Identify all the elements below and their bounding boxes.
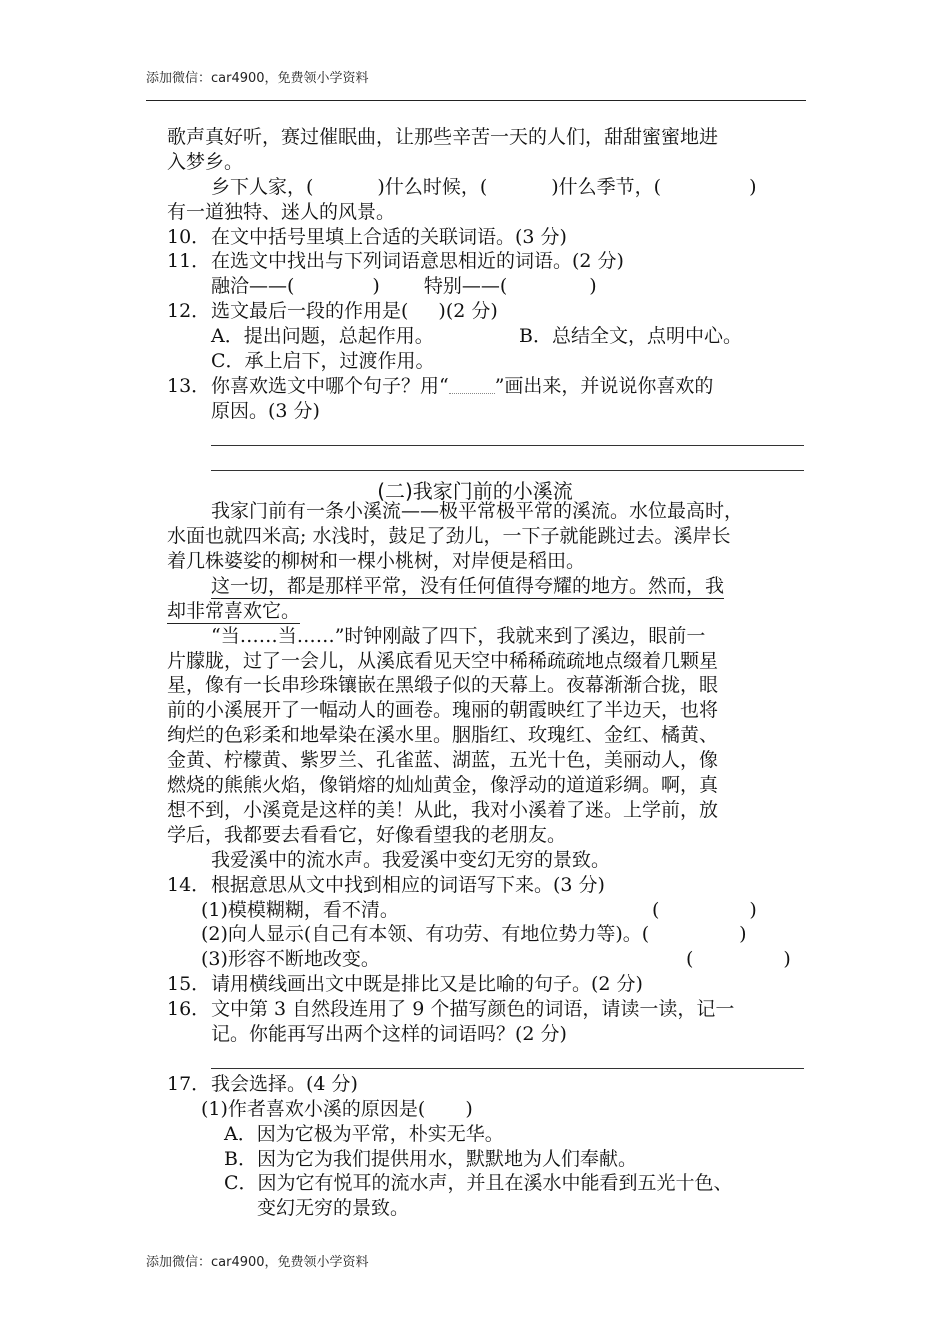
question-number: 13． xyxy=(167,375,211,397)
question-text-a: 你喜欢选文中哪个句子？用“ xyxy=(211,375,449,397)
question-13 xyxy=(167,374,713,398)
question-17 xyxy=(167,1072,358,1096)
passage2-p3-line4: 前的小溪展开了一幅动人的画卷。瑰丽的朝霞映红了半边天，也将 xyxy=(167,699,719,721)
page-footer: 添加微信：car4900，免费领小学资料 xyxy=(146,1255,369,1270)
passage2-p3-line7: 燃烧的熊熊火焰，像销熔的灿灿黄金，像浮动的道道彩绸。啊，真 xyxy=(167,774,719,796)
fill-text-c: )什么季节，( xyxy=(551,176,662,198)
q17-sub1: (1)作者喜欢小溪的原因是( ) xyxy=(201,1098,473,1120)
fill-text-b: )什么时候，( xyxy=(377,176,488,198)
question-number: 17． xyxy=(167,1073,211,1095)
question-number: 12． xyxy=(167,300,211,322)
question-text: 选文最后一段的作用是( xyxy=(211,300,409,322)
question-text-end: )(2 分) xyxy=(438,300,498,322)
question-14 xyxy=(167,873,605,897)
passage1-line3 xyxy=(211,175,757,199)
option-C[interactable]: C．承上启下，过渡作用。 xyxy=(211,350,435,372)
question-text: 我会选择。(4 分) xyxy=(211,1073,358,1095)
answer-line[interactable] xyxy=(211,1068,804,1069)
q14-sub2: (2)向人显示(自己有本领、有功劳、有地位势力等)。( ) xyxy=(201,923,747,945)
underlined-text: 却非常喜欢它。 xyxy=(167,600,301,622)
passage1-line4: 有一道独特、迷人的风景。 xyxy=(167,201,396,223)
question-number: 14． xyxy=(167,874,211,896)
q14-sub1-blank[interactable]: ( ) xyxy=(652,899,757,921)
passage2-p1-line3: 着几株婆娑的柳树和一棵小桃树，对岸便是稻田。 xyxy=(167,550,586,572)
question-number: 16． xyxy=(167,998,211,1020)
passage2-p3-line2: 片朦胧，过了一会儿，从溪底看见天空中稀稀疏疏地点缀着几颗星 xyxy=(167,650,719,672)
passage2-p3-line1: “当……当……”时钟刚敲了四下，我就来到了溪边，眼前一 xyxy=(211,625,706,647)
answer-line[interactable] xyxy=(211,445,804,446)
question-16 xyxy=(167,997,734,1021)
section-title: (二)我家门前的小溪流 xyxy=(377,479,573,503)
passage1-line2: 入梦乡。 xyxy=(167,151,244,173)
q17-option-B[interactable]: B．因为它为我们提供用水，默默地为人们奉献。 xyxy=(224,1148,637,1170)
question-text: 请用横线画出文中既是排比又是比喻的句子。(2 分) xyxy=(211,973,643,995)
question-16-line2: 记。你能再写出两个这样的词语吗？(2 分) xyxy=(211,1023,567,1045)
q14-sub1: (1)模模糊糊，看不清。 xyxy=(201,899,399,921)
passage2-p2-line1 xyxy=(211,574,724,598)
question-number: 11． xyxy=(167,250,211,272)
passage2-p3-line3: 星，像有一长串珍珠镶嵌在黑缎子似的天幕上。夜幕渐渐合拢，眼 xyxy=(167,674,719,696)
passage2-p4: 我爱溪中的流水声。我爱溪中变幻无穷的景致。 xyxy=(211,849,611,871)
question-11-blanks xyxy=(211,274,597,298)
word-b-close: ) xyxy=(589,275,597,297)
option-A[interactable]: A．提出问题，总起作用。 xyxy=(211,325,434,347)
word-b: 特别——( xyxy=(423,275,508,297)
question-number: 10． xyxy=(167,226,211,248)
passage1-line1: 歌声真好听，赛过催眠曲，让那些辛苦一天的人们，甜甜蜜蜜地进 xyxy=(167,126,719,148)
q14-sub3: (3)形容不断地改变。 xyxy=(201,948,380,970)
header-rule xyxy=(146,100,806,101)
question-text: 在文中括号里填上合适的关联词语。(3 分) xyxy=(211,226,567,248)
passage2-p2-line2 xyxy=(167,599,300,623)
page-header: 添加微信：car4900，免费领小学资料 xyxy=(146,71,369,86)
question-11 xyxy=(167,249,624,273)
question-10 xyxy=(167,225,567,249)
underlined-text: 这一切，都是那样平常，没有任何值得夸耀的地方。然而，我 xyxy=(211,575,725,597)
wavy-line-icon xyxy=(449,379,495,394)
passage2-p3-line9: 学后，我都要去看看它，好像看望我的老朋友。 xyxy=(167,824,567,846)
passage2-p1-line1: 我家门前有一条小溪流——极平常极平常的溪流。水位最高时， xyxy=(211,500,744,522)
word-a: 融洽——( xyxy=(211,275,295,297)
fill-text-d: ) xyxy=(749,176,757,198)
passage2-p1-line2: 水面也就四米高; 水浅时，鼓足了劲儿，一下子就能跳过去。溪岸长 xyxy=(167,525,731,547)
question-text: 在选文中找出与下列词语意思相近的词语。(2 分) xyxy=(211,250,624,272)
q17-option-C-line2: 变幻无穷的景致。 xyxy=(257,1197,410,1219)
question-12 xyxy=(167,299,498,323)
question-15 xyxy=(167,972,643,996)
passage2-p3-line8: 想不到，小溪竟是这样的美！从此，我对小溪着了迷。上学前，放 xyxy=(167,799,719,821)
fill-text-a: 乡下人家，( xyxy=(211,176,314,198)
word-a-close: ) xyxy=(372,275,380,297)
answer-line[interactable] xyxy=(211,470,804,471)
question-text: 文中第 3 自然段连用了 9 个描写颜色的词语，请读一读，记一 xyxy=(211,998,735,1020)
q17-option-A[interactable]: A．因为它极为平常，朴实无华。 xyxy=(224,1123,504,1145)
question-text-b: ”画出来，并说说你喜欢的 xyxy=(494,375,714,397)
question-text: 根据意思从文中找到相应的词语写下来。(3 分) xyxy=(211,874,605,896)
option-B[interactable]: B．总结全文，点明中心。 xyxy=(519,325,742,347)
passage2-p3-line6: 金黄、柠檬黄、紫罗兰、孔雀蓝、湖蓝，五光十色，美丽动人，像 xyxy=(167,749,719,771)
question-number: 15． xyxy=(167,973,211,995)
passage2-p3-line5: 绚烂的色彩柔和地晕染在溪水里。胭脂红、玫瑰红、金红、橘黄、 xyxy=(167,724,719,746)
q17-option-C[interactable]: C．因为它有悦耳的流水声，并且在溪水中能看到五光十色、 xyxy=(224,1172,733,1194)
q14-sub3-blank[interactable]: ( ) xyxy=(686,948,791,970)
question-13-line2: 原因。(3 分) xyxy=(211,400,320,422)
